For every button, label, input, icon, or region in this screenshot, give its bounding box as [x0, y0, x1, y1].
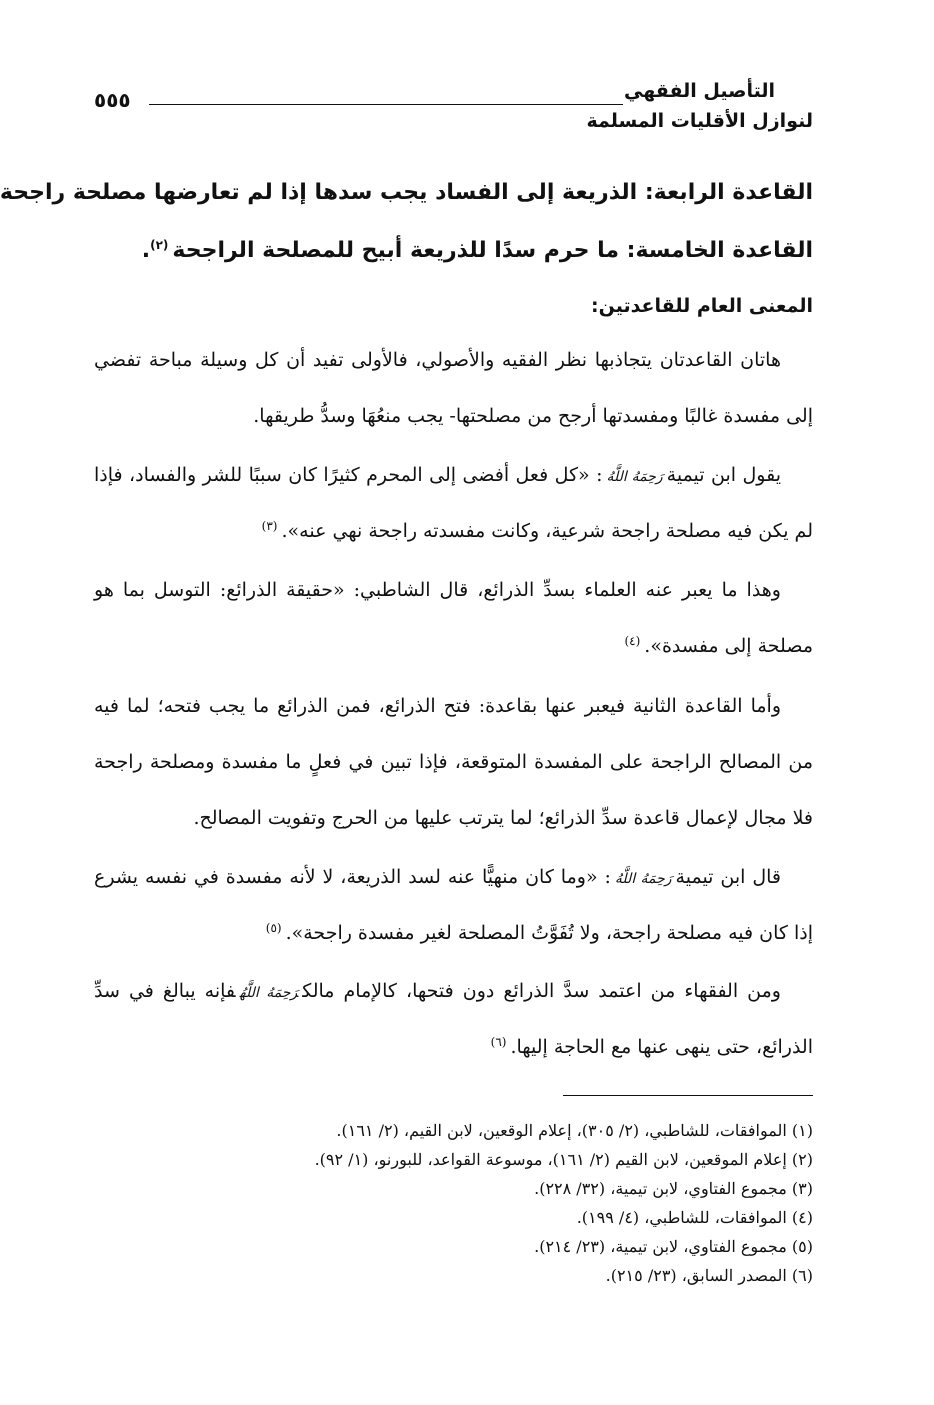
running-title [587, 76, 814, 136]
footnote-ref[interactable]: (٦) [491, 1034, 508, 1049]
footnote-ref[interactable]: (٣) [262, 518, 279, 533]
section-heading: المعنى العام للقاعدتين: [592, 295, 814, 317]
paragraph-text: : «وما كان منهيًّا عنه لسد الذريعة، لا لأنه مفسدة في نفسه يشرع إذا كان فيه مصلحة راجحة، ولا تُفَوَّتُ المصلحة لغير مفسدة راجحة». [95, 866, 814, 944]
page-header [95, 76, 814, 146]
paragraph-text: قال ابن تيمية [676, 866, 783, 888]
paragraph [95, 448, 814, 558]
rule-five-text: القاعدة الخامسة: ما حرم سدًا للذريعة أبيح للمصلحة الراجحة [173, 238, 814, 263]
paragraph-text: يقول ابن تيمية [667, 464, 782, 486]
footnotes-list [95, 1116, 814, 1290]
honorific-glyph: رَحِمَهُ اللَّهُ [615, 871, 673, 887]
footnote-item: (١) الموافقات، للشاطبي، (٢/ ٣٠٥)، إعلام الوقعين، لابن القيم، (٢/ ١٦١). [337, 1121, 814, 1140]
footnote-item: (٤) الموافقات، للشاطبي، (٤/ ١٩٩). [577, 1208, 814, 1227]
running-title-line2: لنوازل الأقليات المسلمة [587, 110, 814, 132]
footnote-item: (٣) مجموع الفتاوي، لابن تيمية، (٣٢/ ٢٢٨). [535, 1179, 814, 1198]
running-title-line1: التأصيل الفقهي [625, 80, 776, 102]
paragraph [95, 964, 814, 1074]
paragraph-text: فإنه يبالغ في سدِّ الذرائع، حتى ينهى عنها مع الحاجة إليها. [95, 980, 814, 1058]
paragraph [95, 850, 814, 960]
footnote-ref[interactable]: (٥) [266, 920, 283, 935]
rule-four-text: القاعدة الرابعة: الذريعة إلى الفساد يجب سدها إذا لم تعارضها مصلحة راجحة [0, 180, 814, 205]
paragraph [95, 562, 814, 674]
paragraph [95, 332, 814, 444]
page-number: ٥٥٥ [95, 88, 132, 112]
rule-four-heading [0, 164, 814, 222]
honorific-glyph: رَحِمَهُ اللَّهُ [240, 985, 300, 1001]
honorific-glyph: رَحِمَهُ اللَّهُ [607, 469, 664, 485]
paragraph [95, 678, 814, 846]
paragraph-text: هاتان القاعدتان يتجاذبها نظر الفقيه والأصولي، فالأولى تفيد أن كل وسيلة مباحة تفضي إلى مفسدة غالبًا ومفسدتها أرجح من مصلحتها- يجب منعُهَا وسدُّ طريقها. [95, 349, 814, 427]
footnote-separator [564, 1095, 814, 1096]
paragraph-text: ومن الفقهاء من اعتمد سدَّ الذرائع دون فتحها، كالإمام مالك [303, 980, 782, 1002]
footnote-item: (٥) مجموع الفتاوي، لابن تيمية، (٢٣/ ٢١٤). [535, 1237, 814, 1256]
footnote-item: (٦) المصدر السابق، (٢٣/ ٢١٥). [606, 1266, 814, 1285]
footnote-item: (٢) إعلام الموقعين، لابن القيم (٢/ ١٦١)، موسوعة القواعد، للبورنو، (١/ ٩٢). [315, 1150, 814, 1169]
footnote-ref[interactable]: (٤) [625, 633, 642, 648]
paragraph-text: : «كل فعل أفضى إلى المحرم كثيرًا كان سببًا للشر والفساد، فإذا لم يكن فيه مصلحة راجحة شرعية، وكانت مفسدته راجحة نهي عنه». [95, 464, 814, 542]
rule-five-heading: القاعدة الخامسة: ما حرم سدًا للذريعة أبيح للمصلحة الراجحة$^{(٢)}$. [142, 237, 814, 263]
footnote-ref[interactable]: (٢) [151, 237, 170, 252]
header-rule [150, 104, 624, 105]
paragraph-text: وأما القاعدة الثانية فيعبر عنها بقاعدة: فتح الذرائع، فمن الذرائع ما يجب فتحه؛ لما فيه من المصالح الراجحة على المفسدة المتوقعة، فإذا تبين في فعلٍ ما مفسدة ومصلحة راجحة فلا مجال لإعمال قاعدة سدِّ الذرائع؛ لما يترتب عليها من الحرج وتفويت المصالح. [95, 695, 814, 829]
main-content [0, 164, 814, 1074]
paragraph-text: وهذا ما يعبر عنه العلماء بسدِّ الذرائع، قال الشاطبي: «حقيقة الذرائع: التوسل بما هو مصلحة إلى مفسدة». [95, 579, 814, 657]
